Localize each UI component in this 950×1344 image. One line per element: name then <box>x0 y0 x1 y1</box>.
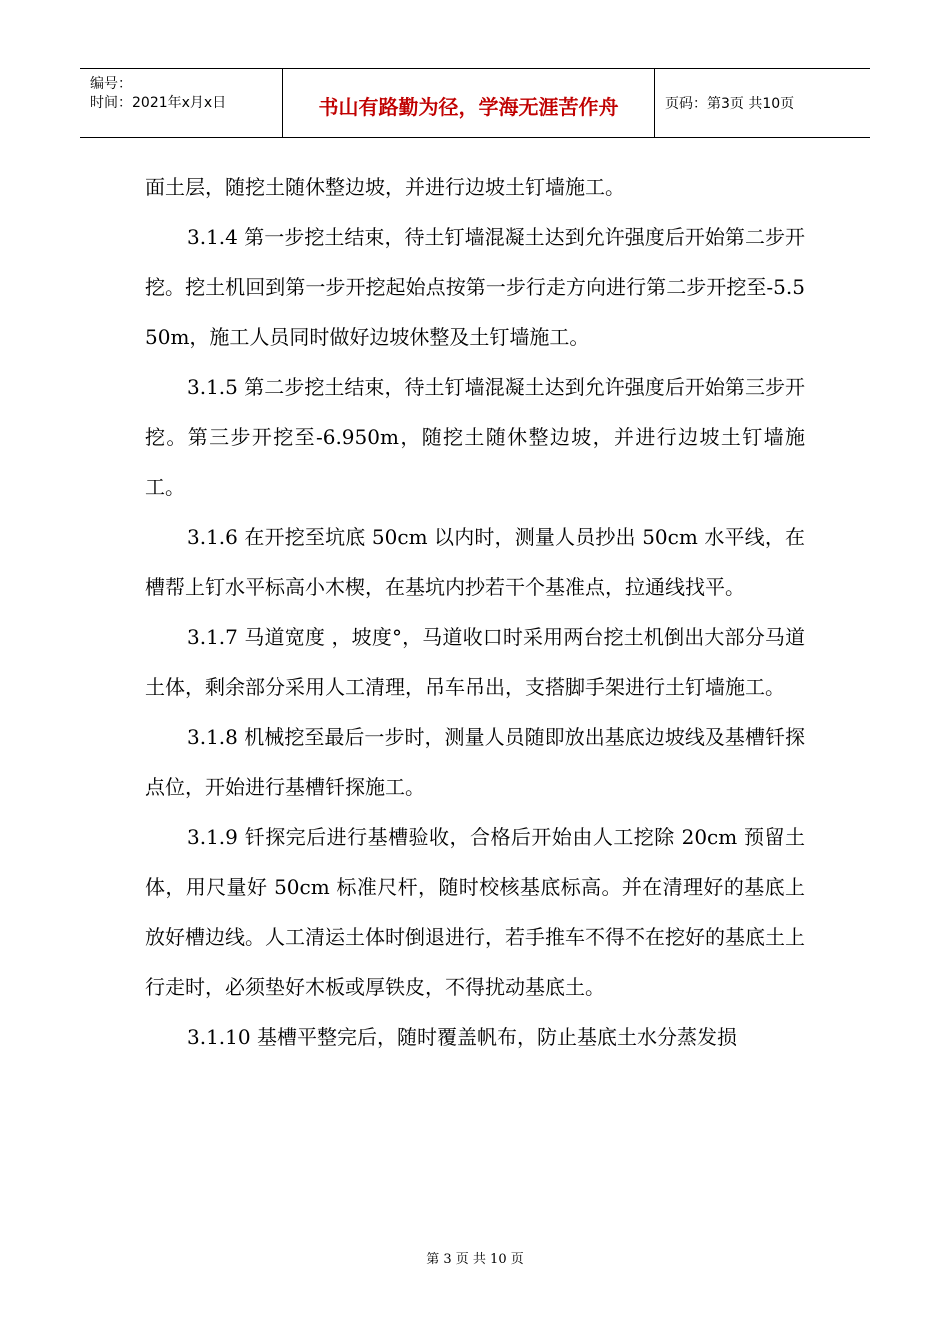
page-header <box>80 68 870 138</box>
header-page-info: 页码：第3页 共10页 <box>665 96 795 112</box>
paragraph-8: 3.1.10 基槽平整完后，随时覆盖帆布，防止基底土水分蒸发损 <box>187 1025 737 1049</box>
page-footer: 第 3 页 共 10 页 <box>426 1252 524 1267</box>
paragraph-1: 面土层，随挖土随休整边坡，并进行边坡土钉墙施工。 <box>145 175 625 199</box>
number-label: 编号： <box>90 76 132 92</box>
header-left-cell <box>80 69 283 137</box>
paragraph-7: 3.1.9 钎探完后进行基槽验收，合格后开始由人工挖除 20cm 预留土体，用尺量好 50cm 标准尺杆，随时校核基底标高。并在清理好的基底上放好槽边线。人工清运土体时倒退进行，若手推车不得不在挖好的基底土上行走时，必须垫好木板或厚铁皮，不得扰动基底土。 <box>145 825 805 999</box>
paragraph-2: 3.1.4 第一步挖土结束，待土钉墙混凝土达到允许强度后开始第二步开挖。挖土机回到第一步开挖起始点按第一步行走方向进行第二步开挖至-5.550m，施工人员同时做好边坡休整及土钉墙施工。 <box>145 225 805 349</box>
paragraph-4: 3.1.6 在开挖至坑底 50cm 以内时，测量人员抄出 50cm 水平线，在槽帮上钉水平标高小木楔，在基坑内抄若干个基准点，拉通线找平。 <box>145 525 805 599</box>
paragraph-6: 3.1.8 机械挖至最后一步时，测量人员随即放出基底边坡线及基槽钎探点位，开始进行基槽钎探施工。 <box>145 725 805 799</box>
document-body <box>145 162 805 1062</box>
paragraph-5: 3.1.7 马道宽度 ，坡度°，马道收口时采用两台挖土机倒出大部分马道土体，剩余部分采用人工清理，吊车吊出，支搭脚手架进行土钉墙施工。 <box>145 625 805 699</box>
header-motto: 书山有路勤为径，学海无涯苦作舟 <box>283 69 655 137</box>
paragraph-3: 3.1.5 第二步挖土结束，待土钉墙混凝土达到允许强度后开始第三步开挖。第三步开挖至-6.950m，随挖土随休整边坡，并进行边坡土钉墙施工。 <box>145 375 805 499</box>
time-label: 时间：2021年x月x日 <box>90 95 227 111</box>
